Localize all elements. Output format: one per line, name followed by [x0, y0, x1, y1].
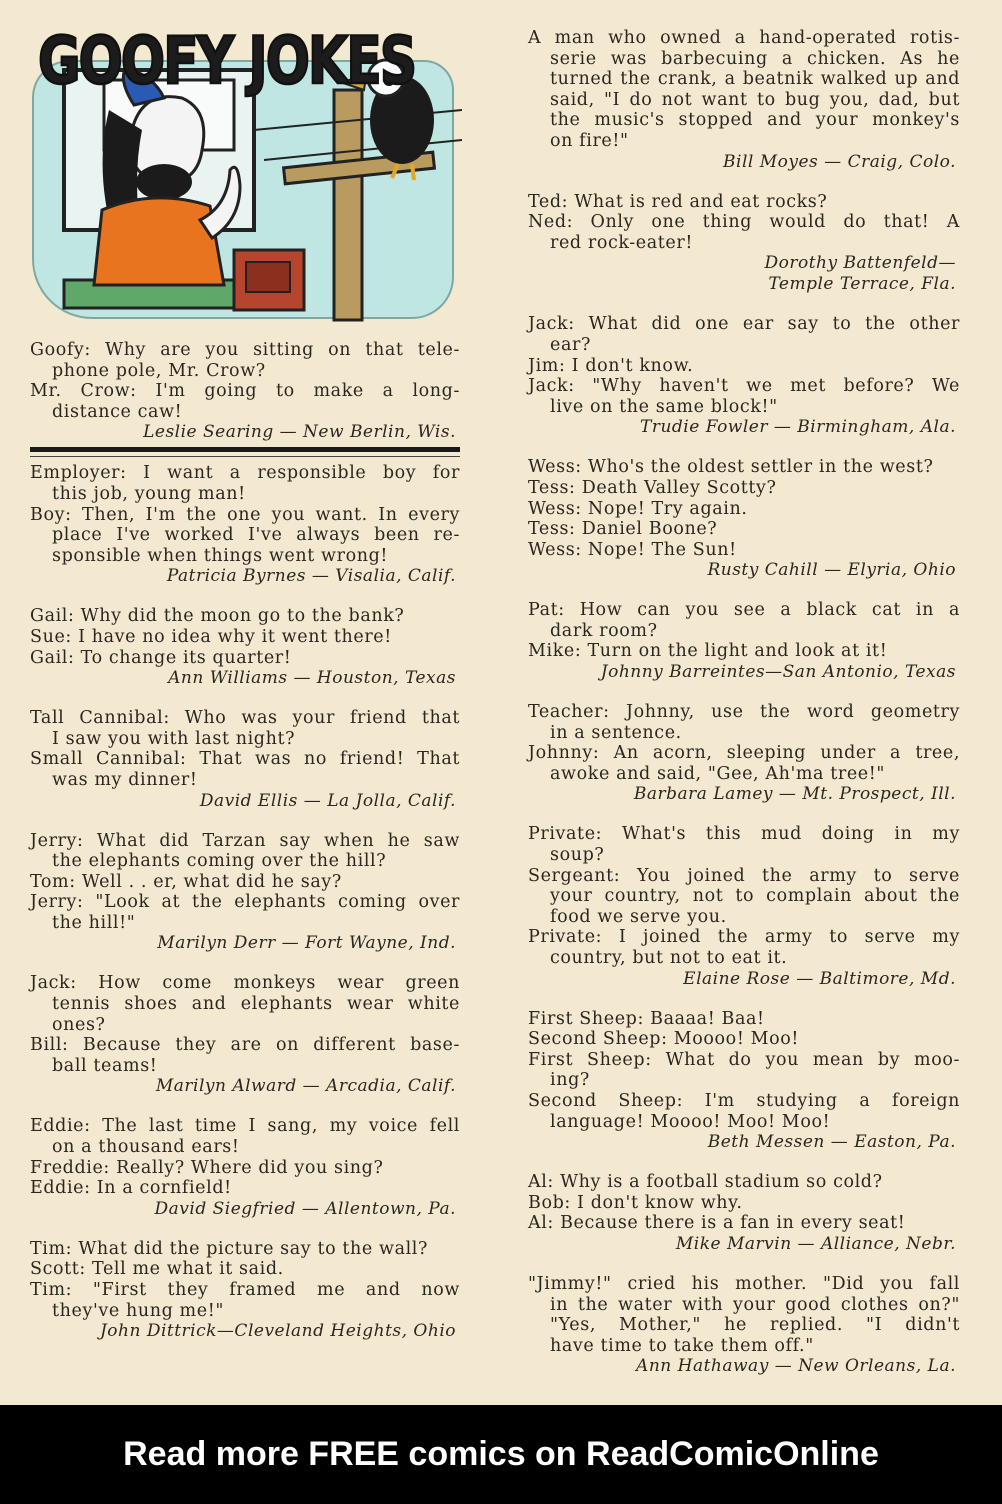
joke-line: A man who owned a hand-operated rotis-	[528, 28, 960, 48]
joke-line: ing?	[550, 1070, 590, 1091]
joke-line: in a sentence.	[550, 722, 682, 743]
joke-credit: Patricia Byrnes — Visalia, Calif.	[166, 566, 456, 587]
joke-credit-line2: Temple Terrace, Fla.	[768, 274, 956, 295]
joke-block	[30, 831, 460, 955]
joke-line: on a thousand ears!	[52, 1137, 240, 1158]
building-window	[246, 262, 290, 292]
joke-line: Gail: To change its quarter!	[30, 647, 292, 668]
joke-block	[528, 28, 960, 173]
joke-line: Sue: I have no idea why it went there!	[30, 626, 392, 647]
left-column	[30, 340, 460, 1361]
joke-credit: David Siegfried — Allentown, Pa.	[154, 1198, 456, 1219]
joke-line: they've hung me!"	[52, 1300, 224, 1321]
joke-credit: Mike Marvin — Alliance, Nebr.	[675, 1233, 956, 1254]
joke-line: Jack: "Why haven't we met before? We	[528, 376, 960, 397]
joke-line: the hill!"	[52, 912, 136, 933]
joke-line: was my dinner!	[52, 769, 198, 790]
joke-line: Tim: "First they framed me and now	[30, 1280, 460, 1300]
joke-line: dark room?	[550, 620, 658, 641]
joke-credit: Beth Messen — Easton, Pa.	[707, 1132, 956, 1153]
joke-line: phone pole, Mr. Crow?	[52, 360, 266, 381]
joke-line: Bill: Because they are on different base-	[30, 1035, 460, 1056]
joke-block	[528, 600, 960, 683]
joke-block	[528, 314, 960, 438]
joke-line: "Jimmy!" cried his mother. "Did you fall	[528, 1273, 960, 1294]
joke-line: the music's stopped and your monkey's	[550, 110, 960, 131]
joke-block	[30, 1239, 460, 1342]
joke-line: Gail: Why did the moon go to the bank?	[30, 606, 405, 627]
joke-line: First Sheep: What do you mean by moo-	[528, 1049, 960, 1070]
joke-line: ball teams!	[52, 1055, 158, 1076]
joke-line: Private: I joined the army to serve my	[528, 927, 960, 948]
joke-credit: David Ellis — La Jolla, Calif.	[199, 790, 456, 811]
joke-line: Second Sheep: I'm studying a foreign	[528, 1090, 960, 1111]
joke-line: Al: Why is a football stadium so cold?	[528, 1172, 883, 1193]
joke-line: place I've worked I've always been re-	[52, 525, 460, 546]
divider-rule-thin	[30, 456, 460, 457]
joke-line: Second Sheep: Moooo! Moo!	[528, 1029, 800, 1050]
joke-line: Boy: Then, I'm the one you want. In every	[30, 504, 460, 525]
joke-line: food we serve you.	[550, 906, 727, 927]
page-title: GOOFY JOKES	[38, 24, 416, 99]
joke-credit: Elaine Rose — Baltimore, Md.	[683, 968, 956, 989]
joke-block	[528, 1172, 960, 1255]
joke-line: Pat: How can you see a black cat in a	[528, 600, 960, 621]
joke-line: Bob: I don't know why.	[528, 1192, 743, 1213]
divider-rule	[30, 447, 460, 452]
joke-credit: Rusty Cahill — Elyria, Ohio	[707, 560, 956, 581]
joke-line: "Yes, Mother," he replied. "I didn't	[550, 1315, 960, 1336]
joke-block	[30, 708, 460, 811]
joke-line: turned the crank, a beatnik walked up and	[550, 69, 960, 90]
joke-line: Scott: Tell me what it said.	[30, 1259, 284, 1280]
joke-line: Eddie: The last time I sang, my voice fell	[30, 1116, 460, 1137]
title-panel	[14, 10, 462, 330]
joke-credit: Bill Moyes — Craig, Colo.	[723, 151, 956, 172]
joke-line: have time to take them off."	[550, 1335, 814, 1356]
joke-line: Al: Because there is a fan in every seat!	[528, 1213, 906, 1234]
joke-line: language! Moooo! Moo! Moo!	[550, 1111, 831, 1132]
joke-credit: Marilyn Alward — Arcadia, Calif.	[155, 1076, 456, 1097]
joke-line: Sergeant: You joined the army to serve	[528, 865, 960, 886]
joke-line: Ted: What is red and eat rocks?	[528, 191, 828, 212]
joke-line: Mike: Turn on the light and look at it!	[528, 641, 888, 662]
joke-line: country, but not to eat it.	[550, 948, 788, 968]
joke-line: ones?	[52, 1014, 106, 1035]
joke-line: Ned: Only one thing would do that! A	[528, 212, 960, 233]
joke-line: on fire!"	[550, 130, 629, 151]
joke-block	[528, 192, 960, 296]
crow-leg	[412, 164, 414, 180]
joke-credit: Leslie Searing — New Berlin, Wis.	[143, 422, 456, 443]
joke-block	[528, 457, 960, 581]
joke-line: Johnny: An acorn, sleeping under a tree,	[528, 743, 960, 764]
joke-line: Tom: Well . . er, what did he say?	[30, 871, 342, 892]
joke-line: Employer: I want a responsible boy for	[30, 463, 460, 484]
joke-line: sponsible when things went wrong!	[52, 545, 389, 566]
joke-credit: Johnny Barreintes—San Antonio, Texas	[600, 662, 956, 683]
joke-line: this job, young man!	[52, 483, 246, 504]
joke-line: said, "I do not want to bug you, dad, but	[550, 89, 960, 110]
joke-line: live on the same block!"	[550, 396, 778, 417]
joke-line: Jerry: "Look at the elephants coming over	[30, 892, 460, 913]
joke-line: Tim: What did the picture say to the wall?	[30, 1238, 428, 1259]
joke-block	[528, 824, 960, 989]
joke-line: Jack: How come monkeys wear green	[30, 973, 460, 994]
joke-line: Wess: Nope! The Sun!	[528, 539, 737, 560]
joke-block	[528, 1009, 960, 1154]
joke-line: I saw you with last night?	[52, 728, 296, 749]
joke-block	[528, 1274, 960, 1377]
joke-block	[30, 973, 460, 1097]
joke-line: Wess: Nope! Try again.	[528, 498, 748, 519]
joke-line: Freddie: Really? Where did you sing?	[30, 1157, 384, 1178]
goofy-nose	[136, 164, 192, 200]
joke-block	[30, 340, 460, 443]
goofy-shirt	[94, 198, 224, 285]
joke-credit: Marilyn Derr — Fort Wayne, Ind.	[157, 933, 456, 954]
joke-line: Private: What's this mud doing in my	[528, 824, 960, 845]
joke-block	[30, 1116, 460, 1219]
joke-line: Jack: What did one ear say to the other	[528, 314, 960, 335]
joke-line: tennis shoes and elephants wear white	[52, 994, 460, 1015]
footer-banner[interactable]: Read more FREE comics on ReadComicOnline	[0, 1405, 1002, 1504]
joke-line: soup?	[550, 845, 605, 866]
joke-line: distance caw!	[52, 401, 183, 422]
joke-block	[30, 606, 460, 689]
joke-credit: Barbara Lamey — Mt. Prospect, Ill.	[633, 784, 956, 805]
joke-line: Jim: I don't know.	[528, 355, 694, 376]
joke-line: Wess: Who's the oldest settler in the west?	[528, 457, 934, 478]
joke-line: red rock-eater!	[550, 232, 693, 253]
joke-line: Small Cannibal: That was no friend! That	[30, 749, 460, 770]
joke-line: awoke and said, "Gee, Ah'ma tree!"	[550, 763, 886, 784]
joke-line: in the water with your good clothes on?"	[550, 1294, 960, 1315]
joke-block	[528, 702, 960, 805]
joke-line: Jerry: What did Tarzan say when he saw	[30, 830, 460, 851]
joke-block	[30, 463, 460, 587]
joke-line: Mr. Crow: I'm going to make a long-	[30, 381, 460, 402]
joke-credit: John Dittrick—Cleveland Heights, Ohio	[99, 1321, 456, 1342]
joke-line: Goofy: Why are you sitting on that tele-	[30, 340, 460, 360]
joke-line: serie was barbecuing a chicken. As he	[550, 48, 960, 69]
joke-line: Teacher: Johnny, use the word geometry	[528, 702, 960, 723]
telephone-pole	[334, 90, 362, 320]
joke-line: Tess: Daniel Boone?	[528, 519, 718, 540]
joke-credit: Ann Hathaway — New Orleans, La.	[636, 1356, 956, 1377]
joke-line: Eddie: In a cornfield!	[30, 1178, 232, 1199]
right-column	[528, 28, 960, 1396]
joke-credit: Ann Williams — Houston, Texas	[168, 668, 456, 689]
joke-credit: Trudie Fowler — Birmingham, Ala.	[640, 417, 956, 438]
joke-credit: Dorothy Battenfeld—	[764, 253, 956, 274]
joke-line: Tall Cannibal: Who was your friend that	[30, 708, 460, 729]
joke-line: First Sheep: Baaaa! Baa!	[528, 1008, 765, 1029]
joke-line: the elephants coming over the hill?	[52, 851, 387, 872]
joke-line: Tess: Death Valley Scotty?	[528, 477, 777, 498]
joke-line: ear?	[550, 334, 591, 355]
joke-line: your country, not to complain about the	[550, 886, 960, 907]
